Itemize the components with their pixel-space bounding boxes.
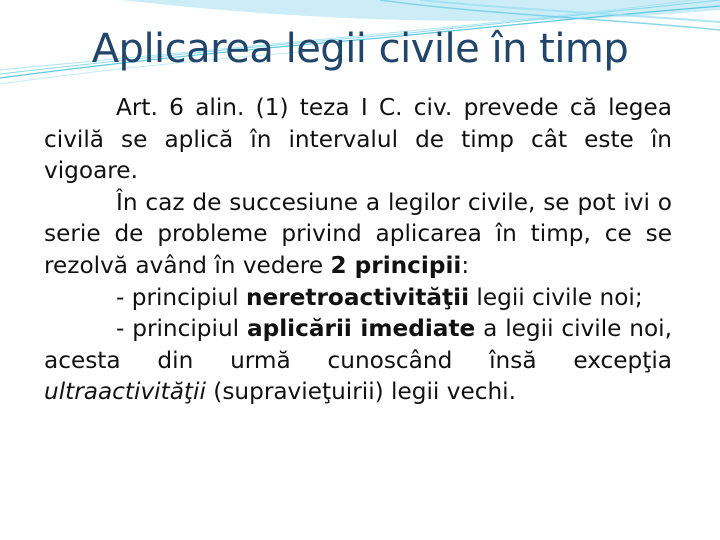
paragraph-3 <box>44 282 672 314</box>
slide-title: Aplicarea legii civile în timp <box>91 26 629 72</box>
paragraph-4-bold: aplicării imediate <box>246 315 476 343</box>
paragraph-2-end: : <box>461 251 470 279</box>
paragraph-1 <box>44 92 672 187</box>
paragraph-4-middle: a legii civile noi, acesta din urmă cunoscând însă excepţia <box>44 315 673 374</box>
paragraph-4-italic: ultraactivităţii <box>44 378 206 406</box>
paragraph-4-end: (supravieţuirii) legii vechi. <box>205 378 516 406</box>
paragraph-1-text: Art. 6 alin. (1) teza I C. civ. prevede că legea civilă se aplică în intervalul de timp cât este în vigoare. <box>44 94 672 185</box>
slide-body <box>44 92 672 408</box>
wave-band-1 <box>120 0 720 21</box>
paragraph-3-prefix: - principiul <box>116 283 246 311</box>
paragraph-2-text: În caz de succesiune a legilor civile, se pot ivi o serie de probleme privind aplicarea în timp, ce se rezolvă având în vedere <box>44 188 672 279</box>
paragraph-4 <box>44 313 672 408</box>
paragraph-2 <box>44 187 672 282</box>
paragraph-2-bold: 2 principii <box>330 251 462 279</box>
paragraph-3-bold: neretroactivităţii <box>246 283 470 311</box>
paragraph-3-end: legii civile noi; <box>469 283 643 311</box>
paragraph-4-prefix: - principiul <box>116 315 247 343</box>
